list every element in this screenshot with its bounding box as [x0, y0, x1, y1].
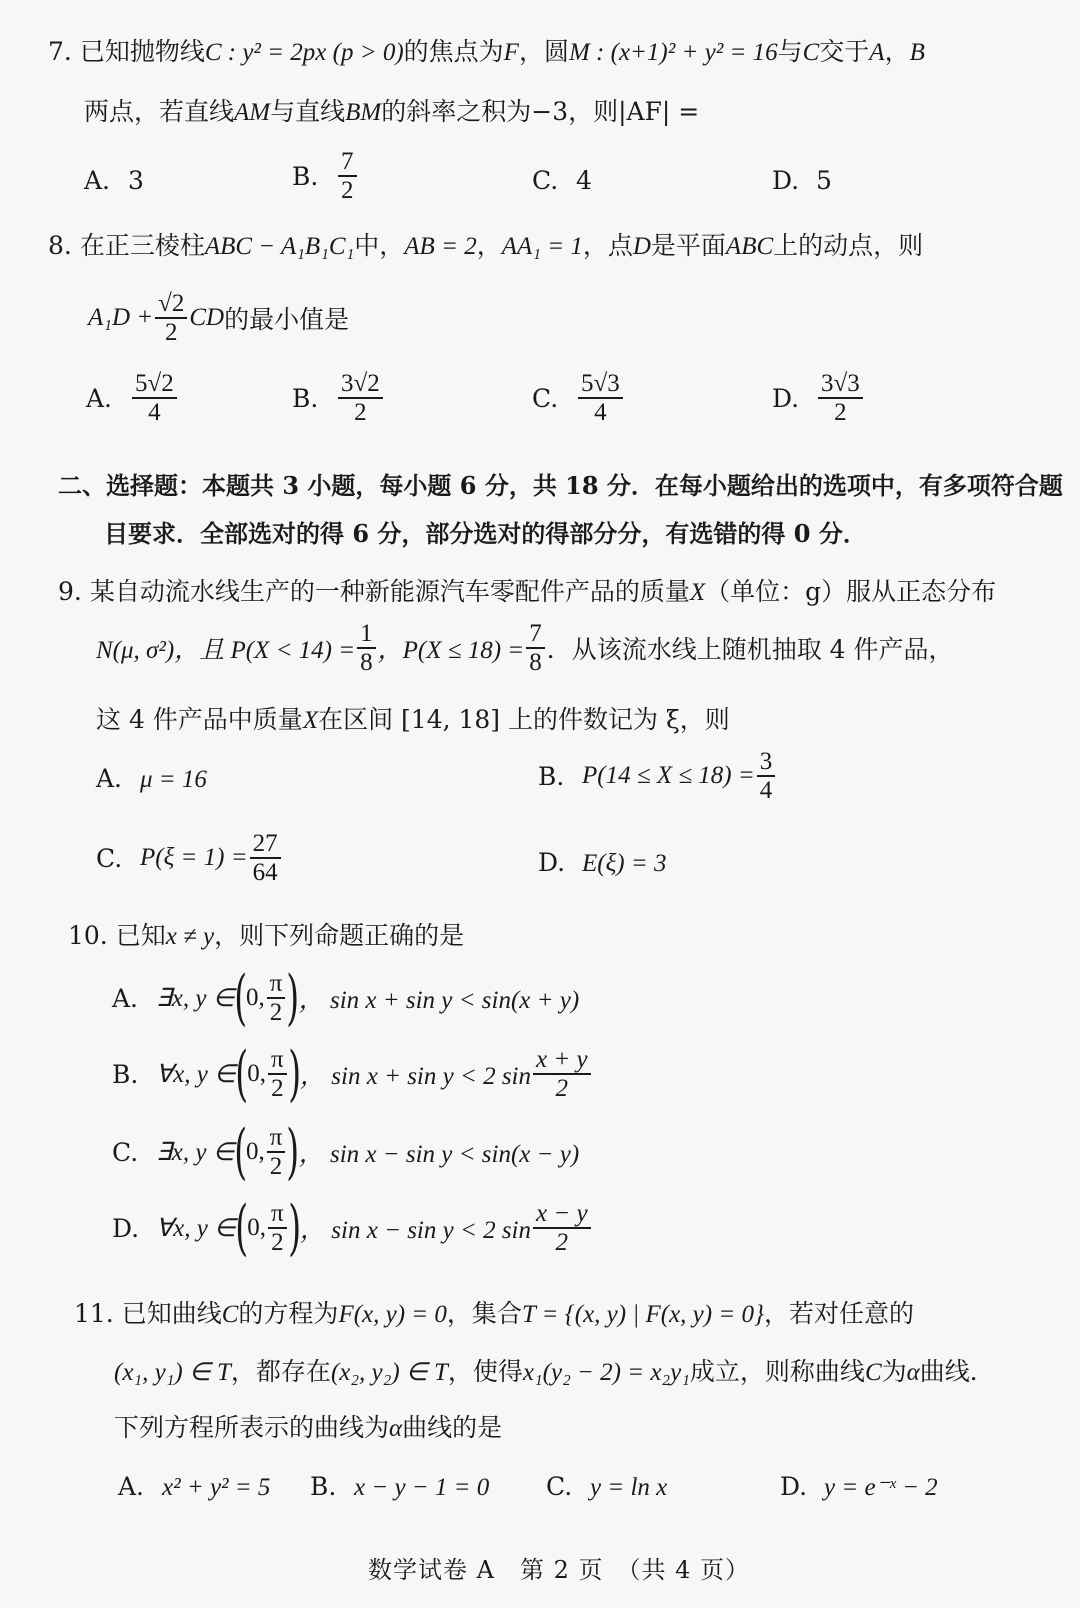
- right-paren: ): [287, 1193, 301, 1263]
- fraction: $\frac{\pi}{2}$: [267, 1124, 286, 1180]
- q7-option-b: B. $\frac{7}{2}$: [292, 148, 359, 204]
- q10-option-d: D. ∀x, y ∈(0, $\frac{\pi}{2}$ )， sin x − sin y < 2 sin $\frac{x - y}{2}$: [112, 1200, 593, 1256]
- right-paren: ): [286, 1117, 300, 1187]
- q11-option-c: C. y = ln x: [546, 1472, 668, 1501]
- q9-line1: 9. 某自动流水线生产的一种新能源汽车零配件产品的质量X（单位：g）服从正态分布: [58, 577, 997, 606]
- q7-number: 7.: [48, 37, 72, 66]
- left-paren: (: [233, 963, 247, 1033]
- q10-number: 10.: [68, 921, 108, 950]
- fraction: $\frac{5√3}{4}$: [578, 370, 623, 426]
- q9-line3: 这 4 件产品中质量X在区间 [14, 18] 上的件数记为 ξ，则: [96, 705, 730, 734]
- q9-option-c: C. P(ξ = 1) = $\frac{27}{64}$: [96, 830, 283, 886]
- fraction: $\frac{x + y}{2}$: [533, 1046, 591, 1102]
- q11-option-a: A. x² + y² = 5: [118, 1472, 271, 1501]
- q7-option-d: D. 5: [772, 166, 832, 195]
- q11-line3: 下列方程所表示的曲线为α曲线的是: [114, 1413, 503, 1442]
- q11-option-d: D. y = e⁻ˣ − 2: [780, 1472, 938, 1501]
- q9-option-a: A. μ = 16: [96, 764, 207, 793]
- q8-number: 8.: [48, 231, 72, 260]
- page-footer: 数学试卷 A 第 2 页 （共 4 页）: [368, 1556, 751, 1584]
- fraction: $\frac{1}{8}$: [357, 620, 376, 676]
- left-paren: (: [233, 1117, 247, 1187]
- q11-line1: 11. 已知曲线C的方程为F(x, y) = 0，集合T = {(x, y) | F(x, y) = 0}，若对任意的: [74, 1299, 914, 1328]
- section2-line1: 二、选择题：本题共 3 小题，每小题 6 分，共 18 分．在每小题给出的选项中，有多项符合题: [58, 471, 1063, 500]
- q9-number: 9.: [58, 577, 82, 606]
- q8-option-c: C. $\frac{5√3}{4}$: [532, 370, 625, 426]
- q8-option-d: D. $\frac{3√3}{2}$: [772, 370, 865, 426]
- q7-line1: 7. 已知抛物线C : y² = 2px (p > 0)的焦点为F，圆M : (x+1)² + y² = 16与C交于A，B: [48, 37, 925, 66]
- q11-number: 11.: [74, 1299, 114, 1328]
- q8-line1: 8. 在正三棱柱ABC − A₁B₁C₁中，AB = 2，AA₁ = 1，点D是平面ABC上的动点，则: [48, 231, 924, 260]
- q10-option-b: B. ∀x, y ∈(0, $\frac{\pi}{2}$ )， sin x + sin y < 2 sin $\frac{x + y}{2}$: [112, 1046, 593, 1102]
- fraction: $\frac{3√2}{2}$: [338, 370, 383, 426]
- right-paren: ): [287, 1039, 301, 1109]
- fraction: $\frac{27}{64}$: [250, 830, 281, 886]
- q8-option-b: B. $\frac{3√2}{2}$: [292, 370, 385, 426]
- fraction: $\frac{3√3}{2}$: [818, 370, 863, 426]
- q11-line2: (x₁, y₁) ∈ T，都存在(x₂, y₂) ∈ T，使得x₁(y₂ − 2) = x₂y₁成立，则称曲线C为α曲线．: [114, 1357, 995, 1386]
- q7-option-a: A. 3: [84, 166, 144, 195]
- q9-option-b: B. P(14 ≤ X ≤ 18) = $\frac{3}{4}$: [538, 748, 777, 804]
- q10-option-a: A. ∃x, y ∈(0, $\frac{\pi}{2}$ )， sin x + sin y < sin(x + y): [112, 963, 580, 1033]
- fraction: $\frac{x - y}{2}$: [533, 1200, 591, 1256]
- section2-line2: 目要求．全部选对的得 6 分，部分选对的得部分分，有选错的得 0 分．: [104, 519, 867, 548]
- left-paren: (: [235, 1039, 248, 1109]
- q9-option-d: D. E(ξ) = 3: [538, 848, 667, 877]
- q7-line2: 两点，若直线AM与直线BM的斜率之积为−3，则|AF| =: [84, 97, 700, 126]
- fraction: $\frac{3}{4}$: [757, 748, 776, 804]
- fraction: $\frac{\pi}{2}$: [267, 970, 286, 1026]
- q8-option-a: A. $\frac{5√2}{4}$: [86, 370, 179, 426]
- fraction: $\frac{7}{2}$: [338, 148, 357, 204]
- q10-option-c: C. ∃x, y ∈(0, $\frac{\pi}{2}$ )， sin x − sin y < sin(x − y): [112, 1117, 580, 1187]
- fraction: $\frac{\pi}{2}$: [268, 1046, 287, 1102]
- fraction: $\frac{7}{8}$: [526, 620, 545, 676]
- q7-option-c: C. 4: [532, 166, 592, 195]
- right-paren: ): [286, 963, 300, 1033]
- q8-expression: A₁D + $\frac{√2}{2}$ CD的最小值是: [88, 290, 350, 346]
- fraction: $\frac{5√2}{4}$: [132, 370, 177, 426]
- fraction: $\frac{√2}{2}$: [155, 290, 187, 346]
- q11-option-b: B. x − y − 1 = 0: [310, 1472, 490, 1501]
- fraction: $\frac{\pi}{2}$: [268, 1200, 287, 1256]
- q10-stem: 10. 已知x ≠ y，则下列命题正确的是: [68, 921, 465, 950]
- q9-line2: N(μ, σ²)，且 P(X < 14) = $\frac{1}{8}$ ，P(X ≤ 18) = $\frac{7}{8}$ ．从该流水线上随机抽取 4 件产品，: [96, 620, 954, 676]
- left-paren: (: [235, 1193, 248, 1263]
